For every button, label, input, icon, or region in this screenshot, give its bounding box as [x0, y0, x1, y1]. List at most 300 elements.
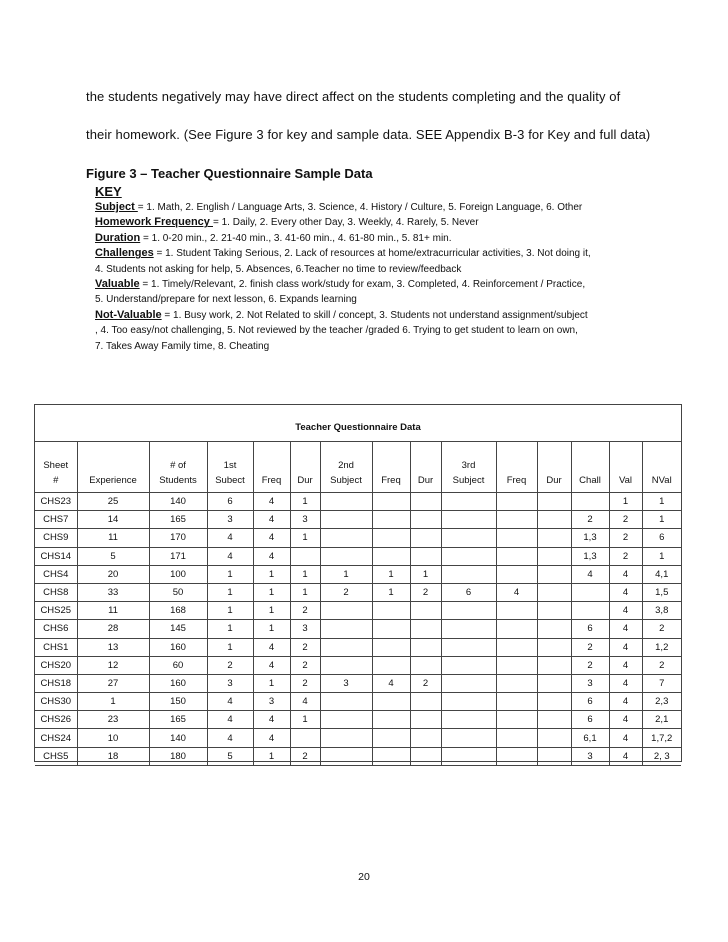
table-cell: 2 — [410, 583, 441, 601]
paragraph-line-1: the students negatively may have direct affect on the students completing and the quality of — [86, 89, 621, 104]
table-cell: 28 — [77, 620, 149, 638]
table-cell: 1 — [207, 602, 253, 620]
table-row — [35, 693, 681, 711]
table-cell: 1 — [320, 565, 372, 583]
table-cell: 27 — [77, 674, 149, 692]
table-cell — [320, 511, 372, 529]
table-cell — [410, 711, 441, 729]
table-cell: 1 — [290, 493, 320, 511]
table-row — [35, 547, 681, 565]
table-cell: 25 — [77, 493, 149, 511]
table-cell — [496, 620, 537, 638]
table-row — [35, 711, 681, 729]
column-header-line: Subject — [452, 475, 485, 486]
table-cell: 4 — [609, 583, 642, 601]
table-cell: 160 — [149, 638, 207, 656]
table-cell: 4 — [571, 565, 609, 583]
table-cell — [441, 638, 496, 656]
table-cell: 4 — [609, 729, 642, 747]
table-cell: 4 — [496, 583, 537, 601]
column-header-line: Experience — [89, 475, 137, 486]
table-cell: 6 — [571, 711, 609, 729]
table-cell — [372, 747, 410, 765]
table-cell: 1 — [642, 493, 681, 511]
column-header — [372, 442, 410, 493]
table-cell — [320, 693, 372, 711]
table-cell: 14 — [77, 511, 149, 529]
table-cell: 2,1 — [642, 711, 681, 729]
table-cell: 1 — [253, 583, 290, 601]
key-duration — [95, 231, 635, 246]
table-cell: 165 — [149, 511, 207, 529]
table-title: Teacher Questionnaire Data — [295, 422, 421, 433]
table-cell: 1,3 — [571, 547, 609, 565]
table-cell — [496, 711, 537, 729]
table-cell: 12 — [77, 656, 149, 674]
table-row — [35, 674, 681, 692]
table-cell: 1 — [290, 565, 320, 583]
table-cell — [496, 529, 537, 547]
table-cell — [496, 602, 537, 620]
column-header-line: Chall — [579, 475, 601, 486]
table-cell — [496, 638, 537, 656]
column-header-line: Dur — [546, 475, 562, 486]
table-cell: 60 — [149, 656, 207, 674]
table-cell: CHS23 — [35, 493, 77, 511]
table-cell: 2 — [609, 547, 642, 565]
table-cell: 1 — [372, 583, 410, 601]
table-cell: 5 — [207, 747, 253, 765]
table-cell: 2 — [290, 656, 320, 674]
table-cell: 33 — [77, 583, 149, 601]
table-cell — [372, 711, 410, 729]
table-cell: 4 — [253, 656, 290, 674]
key-duration-text: = 1. 0-20 min., 2. 21-40 min., 3. 41-60 min., 4. 61-80 min., 5. 81+ min. — [140, 232, 452, 244]
table-row — [35, 620, 681, 638]
table-cell: 4 — [253, 729, 290, 747]
key-not-valuable-cont-2: 7. Takes Away Family time, 8. Cheating — [95, 340, 270, 352]
table-cell: 3 — [207, 674, 253, 692]
table-cell — [496, 729, 537, 747]
table-cell — [537, 493, 571, 511]
column-header — [149, 442, 207, 493]
table-cell: 2 — [642, 656, 681, 674]
column-header-line: Students — [159, 475, 197, 486]
table-cell: CHS7 — [35, 511, 77, 529]
table-cell — [537, 602, 571, 620]
table-cell: 4 — [207, 711, 253, 729]
table-row — [35, 602, 681, 620]
table-cell: 2 — [290, 747, 320, 765]
table-cell: 4 — [609, 693, 642, 711]
table-cell — [441, 493, 496, 511]
table-cell: 7 — [642, 674, 681, 692]
table-cell — [496, 547, 537, 565]
column-header-line: Dur — [417, 475, 434, 486]
column-header-line: Dur — [297, 475, 313, 486]
table-cell: 3 — [207, 511, 253, 529]
column-header — [35, 442, 77, 493]
table-cell — [537, 583, 571, 601]
table-cell — [320, 656, 372, 674]
table-cell — [410, 547, 441, 565]
column-header — [207, 442, 253, 493]
column-header — [253, 442, 290, 493]
table-cell — [496, 674, 537, 692]
table-cell: 1 — [207, 638, 253, 656]
table-cell: 150 — [149, 693, 207, 711]
table-cell: 1 — [207, 565, 253, 583]
table-cell — [441, 511, 496, 529]
table-cell — [537, 638, 571, 656]
table-cell — [441, 602, 496, 620]
table-cell — [410, 747, 441, 765]
table-cell — [410, 638, 441, 656]
column-header-line: # — [53, 475, 59, 486]
table-cell — [372, 620, 410, 638]
key-not-valuable — [95, 308, 635, 323]
table-cell — [537, 511, 571, 529]
key-section — [95, 184, 635, 354]
table-cell: 2 — [290, 674, 320, 692]
table-cell: CHS14 — [35, 547, 77, 565]
column-header-line: Freq — [381, 475, 401, 486]
table-cell: 4 — [253, 547, 290, 565]
column-header-line: NVal — [651, 475, 672, 486]
table-cell: 2 — [207, 656, 253, 674]
column-header — [290, 442, 320, 493]
key-not-valuable-text: = 1. Busy work, 2. Not Related to skill / concept, 3. Students not understand assignment/subject — [161, 309, 588, 321]
table-cell: 3 — [571, 747, 609, 765]
table-cell: 160 — [149, 674, 207, 692]
key-title: KEY — [95, 184, 122, 199]
table-cell: 4 — [207, 693, 253, 711]
table-cell — [410, 493, 441, 511]
table-cell — [441, 693, 496, 711]
table-cell — [537, 729, 571, 747]
table-cell: 5 — [77, 547, 149, 565]
table-cell — [537, 565, 571, 583]
table-cell: 6,1 — [571, 729, 609, 747]
table-cell: 1,5 — [642, 583, 681, 601]
table-cell — [290, 729, 320, 747]
table-cell: 4 — [609, 620, 642, 638]
table-cell: 6 — [571, 620, 609, 638]
table-cell: 2, 3 — [642, 747, 681, 765]
table-cell: 4 — [372, 674, 410, 692]
table-cell: 4 — [609, 674, 642, 692]
table-cell — [372, 729, 410, 747]
key-frequency-term: Homework Frequency — [95, 216, 213, 229]
table-cell — [372, 602, 410, 620]
table-cell — [571, 493, 609, 511]
table-cell: 20 — [77, 565, 149, 583]
table-cell — [441, 747, 496, 765]
paragraph-line-2: their homework. (See Figure 3 for key and sample data. SEE Appendix B-3 for Key and full data) — [86, 127, 651, 142]
column-header — [609, 442, 642, 493]
table-cell: 4 — [207, 729, 253, 747]
table-cell: 2 — [642, 620, 681, 638]
table-cell: 1 — [253, 747, 290, 765]
table-cell — [441, 529, 496, 547]
table-cell — [537, 529, 571, 547]
table-cell — [320, 529, 372, 547]
table-cell: 2 — [290, 602, 320, 620]
table-cell: 6 — [441, 583, 496, 601]
table-cell — [441, 711, 496, 729]
table-cell: 2 — [571, 511, 609, 529]
table-cell — [496, 747, 537, 765]
table-cell — [372, 547, 410, 565]
table-cell — [537, 620, 571, 638]
page-number: 20 — [358, 871, 370, 883]
table-cell: 4 — [609, 565, 642, 583]
table-cell: 1 — [253, 602, 290, 620]
table-cell — [571, 583, 609, 601]
table-cell: CHS24 — [35, 729, 77, 747]
table-cell — [571, 602, 609, 620]
table-cell — [537, 656, 571, 674]
table-cell: 1 — [77, 693, 149, 711]
table-cell: 11 — [77, 602, 149, 620]
table-row — [35, 493, 681, 511]
key-challenges-term: Challenges — [95, 247, 154, 260]
table-cell: 1 — [207, 620, 253, 638]
table-cell: 3,8 — [642, 602, 681, 620]
table-cell: 4 — [253, 711, 290, 729]
table-cell — [372, 511, 410, 529]
table-cell: 1,3 — [571, 529, 609, 547]
table-cell: CHS5 — [35, 747, 77, 765]
key-subject — [95, 200, 635, 215]
table-cell: 4 — [609, 711, 642, 729]
table-cell: CHS1 — [35, 638, 77, 656]
column-header-line: Val — [618, 475, 633, 486]
table-cell: 3 — [253, 693, 290, 711]
table-cell: 4 — [253, 638, 290, 656]
table-cell — [441, 620, 496, 638]
table-cell: CHS20 — [35, 656, 77, 674]
table-cell — [320, 729, 372, 747]
table-cell — [290, 547, 320, 565]
column-header-line: Freq — [506, 475, 527, 486]
table-cell — [372, 638, 410, 656]
table-cell: 1 — [207, 583, 253, 601]
table-cell: 2 — [290, 638, 320, 656]
table-cell: 2 — [609, 511, 642, 529]
table-cell: CHS25 — [35, 602, 77, 620]
table-cell: 23 — [77, 711, 149, 729]
key-subject-term: Subject — [95, 201, 138, 213]
table-cell — [441, 674, 496, 692]
table-row — [35, 511, 681, 529]
questionnaire-table — [35, 441, 681, 766]
table-row — [35, 529, 681, 547]
table-cell: 1 — [290, 529, 320, 547]
table-cell — [320, 602, 372, 620]
column-header-line: Freq — [261, 475, 282, 486]
table-cell: 165 — [149, 711, 207, 729]
table-cell: 171 — [149, 547, 207, 565]
table-cell — [441, 656, 496, 674]
column-header — [642, 442, 681, 493]
table-cell: 1 — [609, 493, 642, 511]
table-cell: 1 — [290, 583, 320, 601]
table-cell: 4 — [609, 638, 642, 656]
column-header-line: Subject — [330, 475, 362, 486]
table-row — [35, 747, 681, 765]
column-header-line: 2nd — [338, 460, 354, 471]
table-cell: 4 — [609, 656, 642, 674]
column-header-line: Subect — [215, 475, 245, 486]
table-cell: 1 — [410, 565, 441, 583]
table-cell — [320, 638, 372, 656]
table-cell — [410, 693, 441, 711]
table-cell: 1 — [253, 565, 290, 583]
table-cell: 13 — [77, 638, 149, 656]
table-cell: 100 — [149, 565, 207, 583]
key-duration-term: Duration — [95, 231, 141, 244]
key-valuable-text: = 1. Timely/Relevant, 2. finish class work/study for exam, 3. Completed, 4. Reinforcement / Practice, — [139, 279, 586, 291]
table-cell — [496, 565, 537, 583]
table-cell: CHS30 — [35, 693, 77, 711]
table-cell: 50 — [149, 583, 207, 601]
column-header — [441, 442, 496, 493]
table-cell: 4 — [253, 529, 290, 547]
key-valuable — [95, 277, 635, 292]
table-cell — [537, 693, 571, 711]
table-cell — [372, 493, 410, 511]
table-cell: 10 — [77, 729, 149, 747]
table-header-row — [35, 442, 681, 493]
key-challenges-cont: 4. Students not asking for help, 5. Absences, 6.Teacher no time to review/feedback — [95, 263, 462, 275]
table-cell — [496, 693, 537, 711]
table-cell: 170 — [149, 529, 207, 547]
key-not-valuable-term: Not-Valuable — [95, 308, 162, 321]
table-cell: 1,2 — [642, 638, 681, 656]
column-header-line: 1st — [223, 460, 237, 471]
table-cell: 2 — [571, 656, 609, 674]
table-cell: 1 — [253, 674, 290, 692]
table-cell: 1,7,2 — [642, 729, 681, 747]
table-row — [35, 565, 681, 583]
key-frequency — [95, 215, 635, 230]
column-header — [537, 442, 571, 493]
table-cell: 2 — [320, 583, 372, 601]
key-frequency-text: = 1. Daily, 2. Every other Day, 3. Weekly, 4. Rarely, 5. Never — [212, 217, 479, 229]
table-cell — [496, 493, 537, 511]
table-cell: 2 — [571, 638, 609, 656]
table-cell: 145 — [149, 620, 207, 638]
table-cell — [537, 547, 571, 565]
table-cell — [410, 620, 441, 638]
table-cell — [372, 656, 410, 674]
table-cell: 1 — [642, 511, 681, 529]
table-cell: 168 — [149, 602, 207, 620]
table-cell — [496, 511, 537, 529]
table-cell — [441, 729, 496, 747]
table-cell: 4 — [609, 602, 642, 620]
table-cell: 1 — [253, 620, 290, 638]
table-cell — [320, 547, 372, 565]
column-header — [496, 442, 537, 493]
table-cell: 4 — [253, 511, 290, 529]
table-row — [35, 656, 681, 674]
table-cell — [441, 547, 496, 565]
table-cell — [537, 711, 571, 729]
table-cell: 180 — [149, 747, 207, 765]
table-cell: CHS26 — [35, 711, 77, 729]
table-cell: 3 — [320, 674, 372, 692]
table-cell — [410, 529, 441, 547]
table-cell: 6 — [207, 493, 253, 511]
table-cell: 4 — [290, 693, 320, 711]
table-cell — [410, 602, 441, 620]
table-cell: 140 — [149, 493, 207, 511]
table-cell — [320, 493, 372, 511]
table-cell: 4 — [207, 547, 253, 565]
column-header-line: Sheet — [43, 460, 69, 471]
table-cell: 3 — [571, 674, 609, 692]
table-cell: 11 — [77, 529, 149, 547]
questionnaire-table-box — [34, 404, 682, 762]
table-cell — [410, 729, 441, 747]
key-valuable-term: Valuable — [95, 278, 140, 291]
table-cell: CHS18 — [35, 674, 77, 692]
table-cell — [410, 511, 441, 529]
table-cell — [537, 747, 571, 765]
column-header — [571, 442, 609, 493]
table-cell: CHS9 — [35, 529, 77, 547]
key-subject-text: = 1. Math, 2. English / Language Arts, 3. Science, 4. History / Culture, 5. Foreign Language, 6. Other — [137, 202, 583, 213]
column-header — [320, 442, 372, 493]
column-header-line: 3rd — [461, 460, 476, 471]
key-challenges — [95, 246, 635, 261]
table-cell: CHS8 — [35, 583, 77, 601]
table-cell: CHS6 — [35, 620, 77, 638]
table-cell: 4 — [609, 747, 642, 765]
table-row — [35, 638, 681, 656]
table-cell — [496, 656, 537, 674]
table-cell: 4 — [207, 529, 253, 547]
table-cell — [372, 693, 410, 711]
table-cell: 1 — [642, 547, 681, 565]
table-cell: 2 — [609, 529, 642, 547]
table-cell: 2 — [410, 674, 441, 692]
table-cell — [441, 565, 496, 583]
column-header — [77, 442, 149, 493]
key-valuable-cont: 5. Understand/prepare for next lesson, 6. Expands learning — [95, 294, 357, 306]
table-cell: 3 — [290, 620, 320, 638]
table-body — [35, 493, 681, 766]
table-cell: 4,1 — [642, 565, 681, 583]
figure-title: Figure 3 – Teacher Questionnaire Sample Data — [86, 166, 373, 181]
table-row — [35, 583, 681, 601]
table-cell: 3 — [290, 511, 320, 529]
table-cell — [320, 711, 372, 729]
table-row — [35, 729, 681, 747]
table-cell: 18 — [77, 747, 149, 765]
table-cell — [372, 529, 410, 547]
table-cell: 1 — [372, 565, 410, 583]
table-cell: 2,3 — [642, 693, 681, 711]
table-cell — [320, 747, 372, 765]
column-header-line: # of — [170, 460, 186, 471]
table-cell: 6 — [642, 529, 681, 547]
table-cell: 1 — [290, 711, 320, 729]
table-cell — [410, 656, 441, 674]
column-header — [410, 442, 441, 493]
